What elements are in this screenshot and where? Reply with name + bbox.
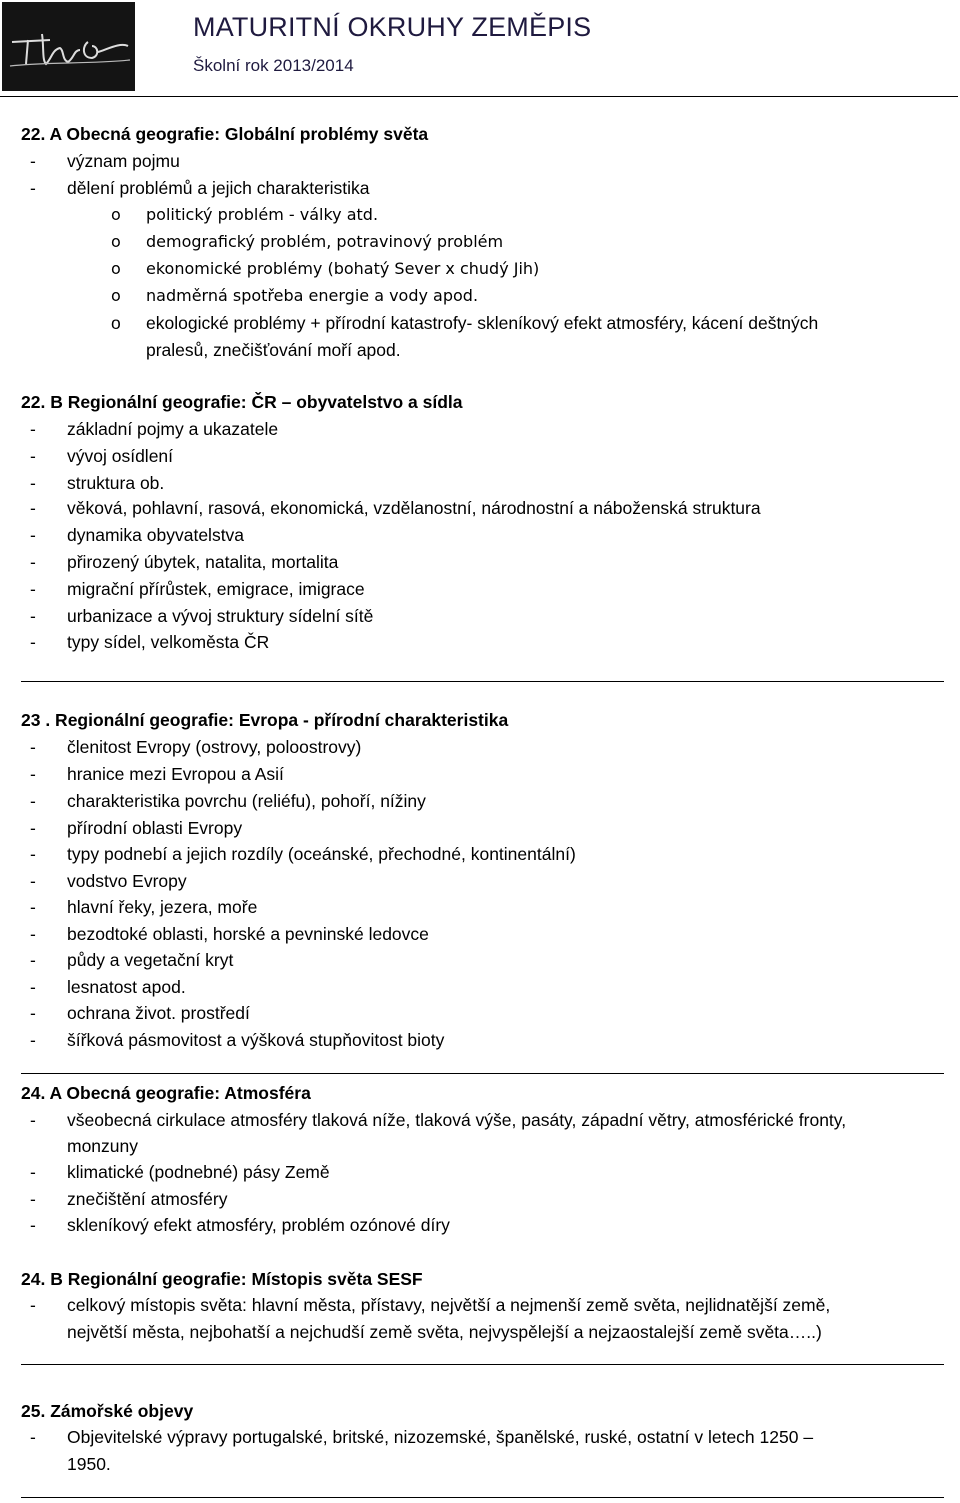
school-year: Školní rok 2013/2014 bbox=[193, 56, 354, 75]
section-divider bbox=[21, 1073, 944, 1074]
logo-signature-icon bbox=[2, 2, 135, 91]
school-logo-icon bbox=[2, 2, 135, 91]
section-heading: 23 . Regionální geografie: Evropa - přírodní charakteristika bbox=[21, 710, 509, 730]
page-header bbox=[0, 0, 960, 98]
page-title: MATURITNÍ OKRUHY ZEMĚPIS bbox=[193, 12, 592, 42]
section-divider bbox=[21, 681, 944, 682]
header-divider bbox=[0, 96, 958, 97]
section-heading: 24. A Obecná geografie: Atmosféra bbox=[21, 1083, 311, 1103]
section-heading: 22. A Obecná geografie: Globální problémy světa bbox=[21, 124, 429, 144]
section-heading: 24. B Regionální geografie: Místopis světa SESF bbox=[21, 1269, 423, 1289]
section-heading: 22. B Regionální geografie: ČR – obyvatelstvo a sídla bbox=[21, 392, 463, 412]
section-divider bbox=[21, 1497, 944, 1498]
section-heading: 25. Zámořské objevy bbox=[21, 1401, 194, 1421]
section-divider bbox=[21, 1364, 944, 1365]
